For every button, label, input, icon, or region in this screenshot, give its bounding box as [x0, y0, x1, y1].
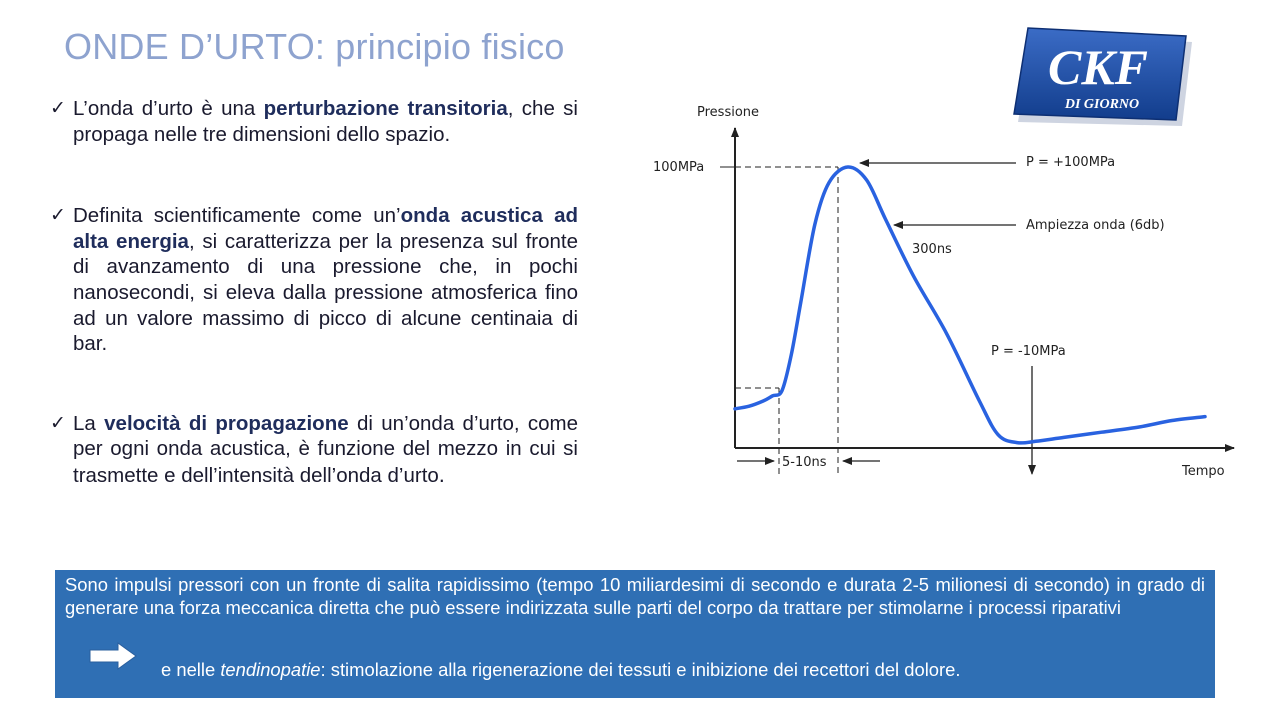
amplitude-label: Ampiezza onda (6db) — [1026, 218, 1165, 233]
info-box — [55, 570, 1215, 698]
bullet-text: Definita scientificamente come un’onda acustica ad alta energia, si caratterizza per la presenza sul fronte di avanzamento di una pressione che, in pochi nanosecondi, si eleva dalla pressione atmosferica fino ad un valore massimo di picco di alcune centinaia di bar. — [73, 204, 578, 356]
x-axis-label: Tempo — [1182, 464, 1225, 479]
bullet-text: L’onda d’urto è una perturbazione transitoria, che si propaga nelle tre dimensioni dello spazio. — [73, 97, 578, 146]
bullet-item — [50, 96, 578, 147]
bullet-list — [50, 96, 578, 489]
info-box-text: Sono impulsi pressori con un fronte di salita rapidissimo (tempo 10 miliardesimi di secondo e durata 2-5 milionesi di secondo) in grado di generare una forza meccanica diretta che può essere indirizzata sulle parti del corpo da trattare per stimolarne i processi riparativi — [65, 574, 1205, 618]
logo-main-text: CKF — [1047, 39, 1149, 95]
negative-peak-label: P = -10MPa — [991, 344, 1066, 359]
bullet-item — [50, 411, 578, 489]
logo-sub-text: DI GIORNO — [1064, 97, 1140, 112]
checkmark-icon: ✓ — [50, 205, 66, 227]
rise-time-label: 5-10ns — [782, 455, 827, 470]
info-box-tendinopathy-line: e nelle tendinopatie: stimolazione alla rigenerazione dei tessuti e inibizione dei recettori del dolore. — [161, 659, 961, 680]
right-arrow-icon — [88, 642, 138, 670]
slide-title: ONDE D’URTO: principio fisico — [64, 26, 565, 67]
checkmark-icon: ✓ — [50, 412, 66, 434]
checkmark-icon: ✓ — [50, 98, 66, 119]
duration-label: 300ns — [912, 242, 952, 257]
y-axis-label: Pressione — [697, 105, 760, 120]
bullet-text: La velocità di propagazione di un’onda d’urto, come per ogni onda acustica, è funzione del mezzo in cui si trasmette e dell’intensità dell’onda d’urto. — [73, 411, 578, 487]
pressure-wave-chart — [640, 96, 1250, 486]
peak-label: P = +100MPa — [1026, 155, 1116, 170]
pressure-curve — [735, 167, 1205, 443]
y-tick-label: 100MPa — [653, 160, 705, 175]
bullet-item — [50, 203, 578, 357]
